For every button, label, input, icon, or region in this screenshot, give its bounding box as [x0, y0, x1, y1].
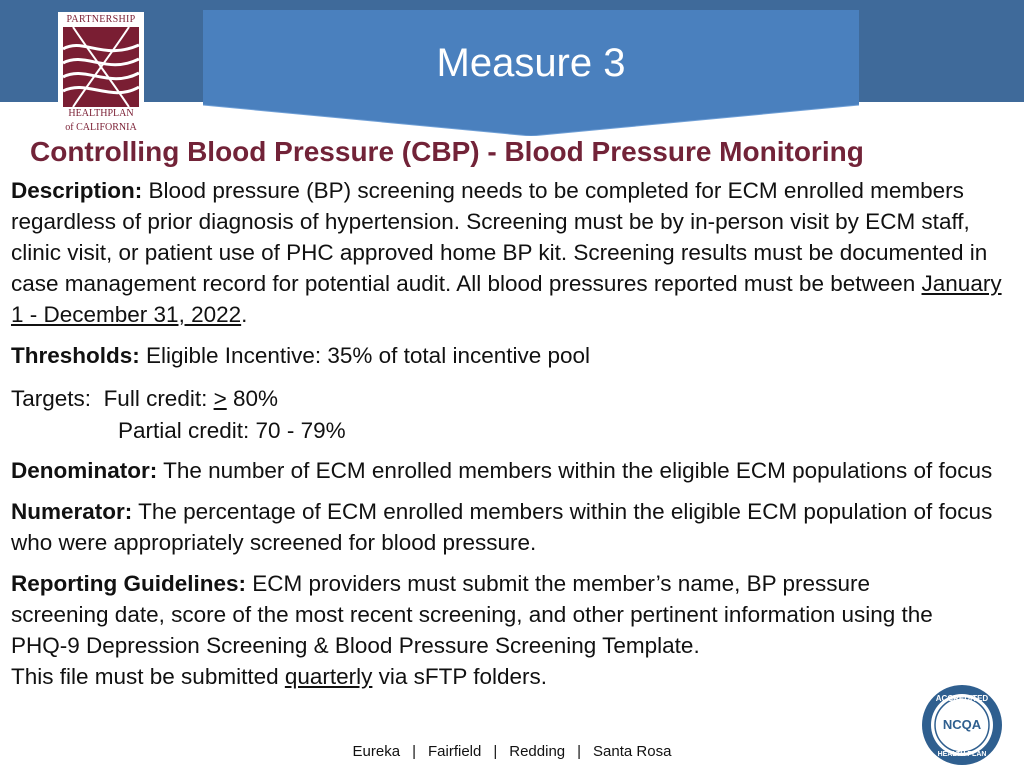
reporting-text: ECM providers must submit the member’s name, BP pressure screening date, score of the most recent screening, and other pertinent information using the PHQ-9 Depression Screening & Blood Pressure Screening Template. — [11, 571, 933, 658]
description-paragraph — [11, 175, 1011, 330]
footer-separator: | — [577, 743, 582, 760]
targets-block — [11, 383, 1011, 447]
reporting-label: Reporting Guidelines: — [11, 571, 247, 596]
targets-full-value: 80% — [226, 386, 279, 411]
page-title: Measure 3 — [436, 41, 626, 85]
denominator-label: Denominator: — [11, 458, 158, 483]
numerator-paragraph — [11, 496, 1011, 558]
badge-center-text: NCQA — [942, 717, 982, 732]
logo-text-middle: HEALTHPLAN — [68, 108, 134, 119]
footer-locations — [0, 742, 1024, 762]
targets-full-row — [11, 383, 1011, 415]
footer-location: Fairfield — [427, 743, 482, 760]
reporting-frequency: quarterly — [284, 664, 373, 689]
reporting-line2-start: This file must be submitted — [11, 664, 285, 689]
footer-separator: | — [493, 743, 498, 760]
denominator-paragraph — [11, 455, 1011, 486]
measure-subtitle: Controlling Blood Pressure (CBP) - Blood Pressure Monitoring — [30, 136, 864, 167]
footer-location: Eureka — [352, 743, 401, 760]
description-end: . — [241, 302, 248, 327]
footer-location: Santa Rosa — [593, 743, 672, 760]
targets-partial-row: Partial credit: 70 - 79% — [118, 418, 346, 443]
thresholds-text: Eligible Incentive: 35% of total incentive pool — [139, 343, 591, 368]
numerator-label: Numerator: — [11, 499, 133, 524]
title-banner — [203, 10, 859, 136]
footer-location: Redding — [509, 743, 566, 760]
targets-full-label: Full credit: — [103, 386, 214, 411]
description-text: Blood pressure (BP) screening needs to be completed for ECM enrolled members regardless of prior diagnosis of hypertension. Screening must be by in-person visit by ECM staff, clinic visit, or patient use of PHC approved home BP kit. Screening results must be documented in case management record for potential audit. All blood pressures reported must be between — [11, 178, 988, 296]
ncqa-accreditation-badge — [920, 683, 1004, 767]
footer-separator: | — [412, 743, 416, 760]
logo-emblem — [63, 27, 139, 107]
logo-text-bottom: of CALIFORNIA — [65, 122, 137, 133]
description-date-range: January 1 - December 31, 2022 — [11, 271, 1002, 327]
targets-full-symbol: > — [213, 386, 227, 411]
thresholds-label: Thresholds: — [11, 343, 140, 368]
thresholds-paragraph — [11, 340, 1011, 371]
description-label: Description: — [11, 178, 143, 203]
reporting-line2-end: via sFTP folders. — [372, 664, 548, 689]
measure-content — [11, 175, 1011, 692]
denominator-text: The number of ECM enrolled members within the eligible ECM populations of focus — [157, 458, 993, 483]
badge-bottom-text: HEALTH PLAN — [937, 751, 987, 758]
numerator-text: The percentage of ECM enrolled members within the eligible ECM population of focus who were appropriately screened for blood pressure. — [11, 499, 993, 555]
badge-top-text: ACCREDITED — [935, 694, 989, 703]
logo-text-top: PARTNERSHIP — [66, 14, 136, 25]
targets-label: Targets: — [11, 386, 92, 411]
reporting-paragraph — [11, 568, 971, 692]
partnership-logo — [58, 12, 144, 136]
